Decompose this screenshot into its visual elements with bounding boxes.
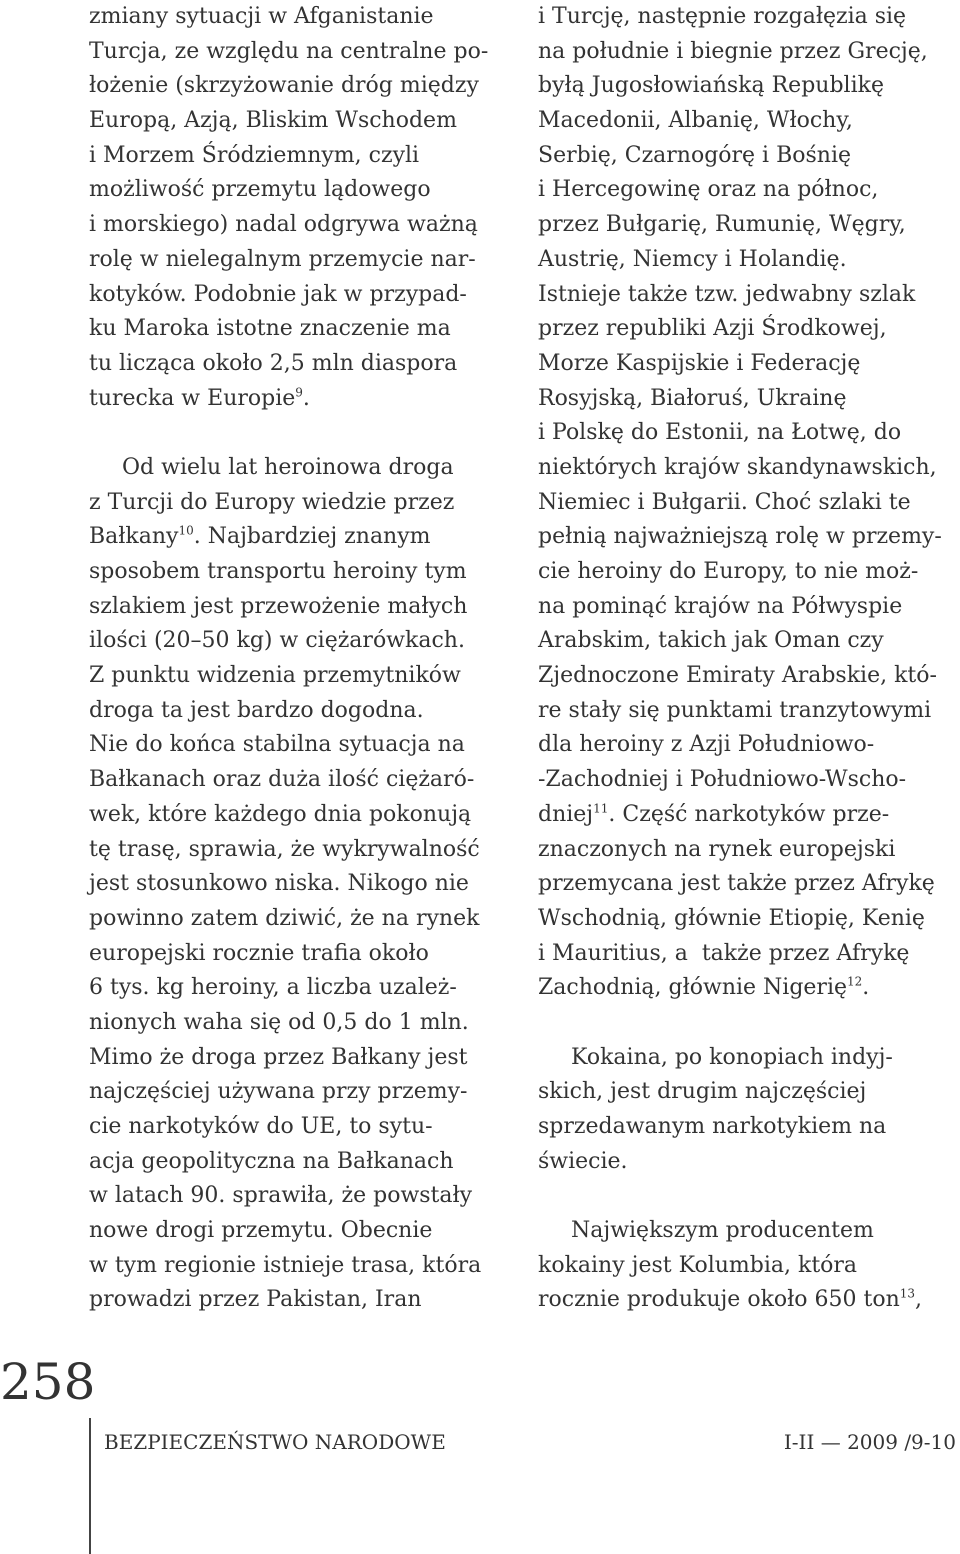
text-run: . [862, 975, 870, 1001]
text-line: Największym producentem [571, 1218, 874, 1244]
text-line: na południe i biegnie przez Grecję, [538, 38, 928, 64]
text-line: kotyków. Podobnie jak w przypad- [89, 281, 467, 307]
text-line: nowe drogi przemytu. Obecnie [89, 1218, 433, 1244]
text-line: i Morzem Śródziemnym, czyli [89, 142, 420, 168]
text-line: wek, które każdego dnia pokonują [89, 801, 472, 827]
text-line: tę trasę, sprawia, że wykrywalność [89, 836, 480, 862]
text-line: rolę w nielegalnym przemycie nar- [89, 246, 476, 272]
text-line: możliwość przemytu lądowego [89, 177, 431, 203]
paragraph [538, 1214, 956, 1318]
text-run: turecka w Europie [89, 385, 296, 411]
text-line: acja geopolityczna na Bałkanach [89, 1148, 454, 1174]
text-line: Z punktu widzenia przemytników [89, 663, 461, 689]
paragraph [89, 451, 514, 1318]
text-line: i Hercegowinę oraz na północ, [538, 177, 879, 203]
journal-title: BEZPIECZEŃSTWO NARODOWE [104, 1430, 446, 1454]
text-line: z Turcji do Europy wiedzie przez [89, 489, 455, 515]
text-line: najczęściej używana przy przemy- [89, 1079, 468, 1105]
text-run: dniej [538, 801, 594, 827]
text-line: 6 tys. kg heroiny, a liczba uzależ- [89, 975, 457, 1001]
text-run: . Część narkotyków prze- [608, 801, 890, 827]
text-line: znaczonych na rynek europejski [538, 836, 896, 862]
text-line: przemycana jest także przez Afrykę [538, 871, 935, 897]
text-line: na pominąć krajów na Półwyspie [538, 593, 903, 619]
text-line: i morskiego) nadal odgrywa ważną [89, 212, 478, 238]
text-line: powinno zatem dziwić, że na rynek [89, 905, 480, 931]
text-line: niektórych krajów skandynawskich, [538, 454, 937, 480]
footnote-ref[interactable]: 12 [847, 974, 863, 989]
paragraph-gap [538, 1179, 956, 1214]
text-line: Rosyjską, Białoruś, Ukrainę [538, 385, 847, 411]
text-line: Serbię, Czarnogórę i Bośnię [538, 142, 852, 168]
text-line: zmiany sytuacji w Afganistanie [89, 4, 434, 29]
text-line: prowadzi przez Pakistan, Iran [89, 1287, 422, 1313]
text-line: Nie do końca stabilna sytuacja na [89, 732, 465, 758]
text-line: Zjednoczone Emiraty Arabskie, któ- [538, 663, 937, 689]
text-run: . Najbardziej znanym [193, 524, 431, 550]
text-line: skich, jest drugim najczęściej [538, 1079, 867, 1105]
text-line: ku Maroka istotne znaczenie ma [89, 316, 451, 342]
text-line: sprzedawanym narkotykiem na [538, 1114, 887, 1139]
text-line: droga ta jest bardzo dogodna. [89, 697, 424, 723]
text-line: kokainy jest Kolumbia, która [538, 1252, 858, 1278]
text-run: . [302, 385, 310, 411]
text-line: pełnią najważniejszą rolę w przemy- [538, 524, 942, 550]
paragraph-gap [89, 416, 514, 451]
text-line: Mimo że droga przez Bałkany jest [89, 1044, 468, 1070]
text-line: i Turcję, następnie rozgałęzia się [538, 4, 907, 29]
text-line: Arabskim, takich jak Oman czy [538, 628, 884, 654]
text-run: rocznie produkuje około 650 ton [538, 1287, 900, 1313]
text-line: Morze Kaspijskie i Federację [538, 350, 861, 376]
paragraph [538, 0, 956, 1006]
text-line: w tym regionie istnieje trasa, która [89, 1252, 482, 1278]
text-line: łożenie (skrzyżowanie dróg między [89, 73, 479, 99]
text-line: przez republiki Azji Środkowej, [538, 316, 887, 342]
text-line: sposobem transportu heroiny tym [89, 559, 467, 584]
footnote-ref[interactable]: 10 [178, 523, 194, 538]
text-line: Niemiec i Bułgarii. Choć szlaki te [538, 489, 911, 515]
text-line: jest stosunkowo niska. Nikogo nie [89, 871, 469, 897]
text-line: świecie. [538, 1148, 628, 1174]
text-line: w latach 90. sprawiła, że powstały [89, 1183, 473, 1209]
text-line: nionych waha się od 0,5 do 1 mln. [89, 1009, 469, 1035]
text-run: Zachodnią, głównie Nigerię [538, 975, 847, 1001]
paragraph [538, 1041, 956, 1180]
text-line [538, 971, 956, 1006]
footer-divider [89, 1418, 91, 1554]
text-line: tu licząca około 2,5 mln diaspora [89, 350, 458, 376]
text-line: cie narkotyków do UE, to sytu- [89, 1114, 433, 1139]
text-line: szlakiem jest przewożenie małych [89, 593, 468, 619]
text-line [538, 798, 956, 833]
text-line: europejski rocznie trafia około [89, 940, 429, 966]
left-column [89, 0, 514, 1318]
text-line [89, 520, 514, 555]
text-line: re stały się punktami tranzytowymi [538, 697, 932, 723]
text-line: i Mauritius, a także przez Afrykę [538, 940, 910, 966]
paragraph [89, 0, 514, 416]
footnote-ref[interactable]: 11 [593, 801, 609, 816]
text-run: , [915, 1287, 923, 1313]
issue-label: I-II — 2009 /9-10 [783, 1430, 956, 1454]
text-line: cie heroiny do Europy, to nie moż- [538, 559, 919, 584]
footnote-ref[interactable]: 9 [295, 385, 303, 400]
text-line: dla heroiny z Azji Południowo- [538, 732, 875, 758]
text-line: przez Bułgarię, Rumunię, Węgry, [538, 212, 906, 238]
text-line: Istnieje także tzw. jedwabny szlak [538, 281, 916, 307]
text-line: Turcja, ze względu na centralne po- [89, 38, 489, 64]
paragraph-gap [538, 1006, 956, 1041]
text-line: Od wielu lat heroinowa droga [122, 454, 454, 480]
footnote-ref[interactable]: 13 [899, 1287, 916, 1302]
right-column [538, 0, 956, 1318]
text-line: Kokaina, po konopiach indyj- [571, 1044, 893, 1070]
text-line: i Polskę do Estonii, na Łotwę, do [538, 420, 902, 446]
text-line [89, 382, 514, 417]
text-line [538, 1283, 956, 1318]
text-line: Macedonii, Albanię, Włochy, [538, 108, 853, 134]
text-line: Wschodnią, głównie Etiopię, Kenię [538, 905, 925, 931]
text-line: Austrię, Niemcy i Holandię. [538, 246, 847, 272]
text-line: Europą, Azją, Bliskim Wschodem [89, 108, 457, 134]
text-line: Bałkanach oraz duża ilość ciężaró- [89, 767, 475, 793]
text-line: -Zachodniej i Południowo-Wscho- [538, 767, 907, 793]
text-run: Bałkany [89, 524, 179, 550]
text-line: ilości (20–50 kg) w ciężarówkach. [89, 628, 465, 654]
text-line: byłą Jugosłowiańską Republikę [538, 73, 884, 99]
page-number: 258 [0, 1353, 96, 1411]
